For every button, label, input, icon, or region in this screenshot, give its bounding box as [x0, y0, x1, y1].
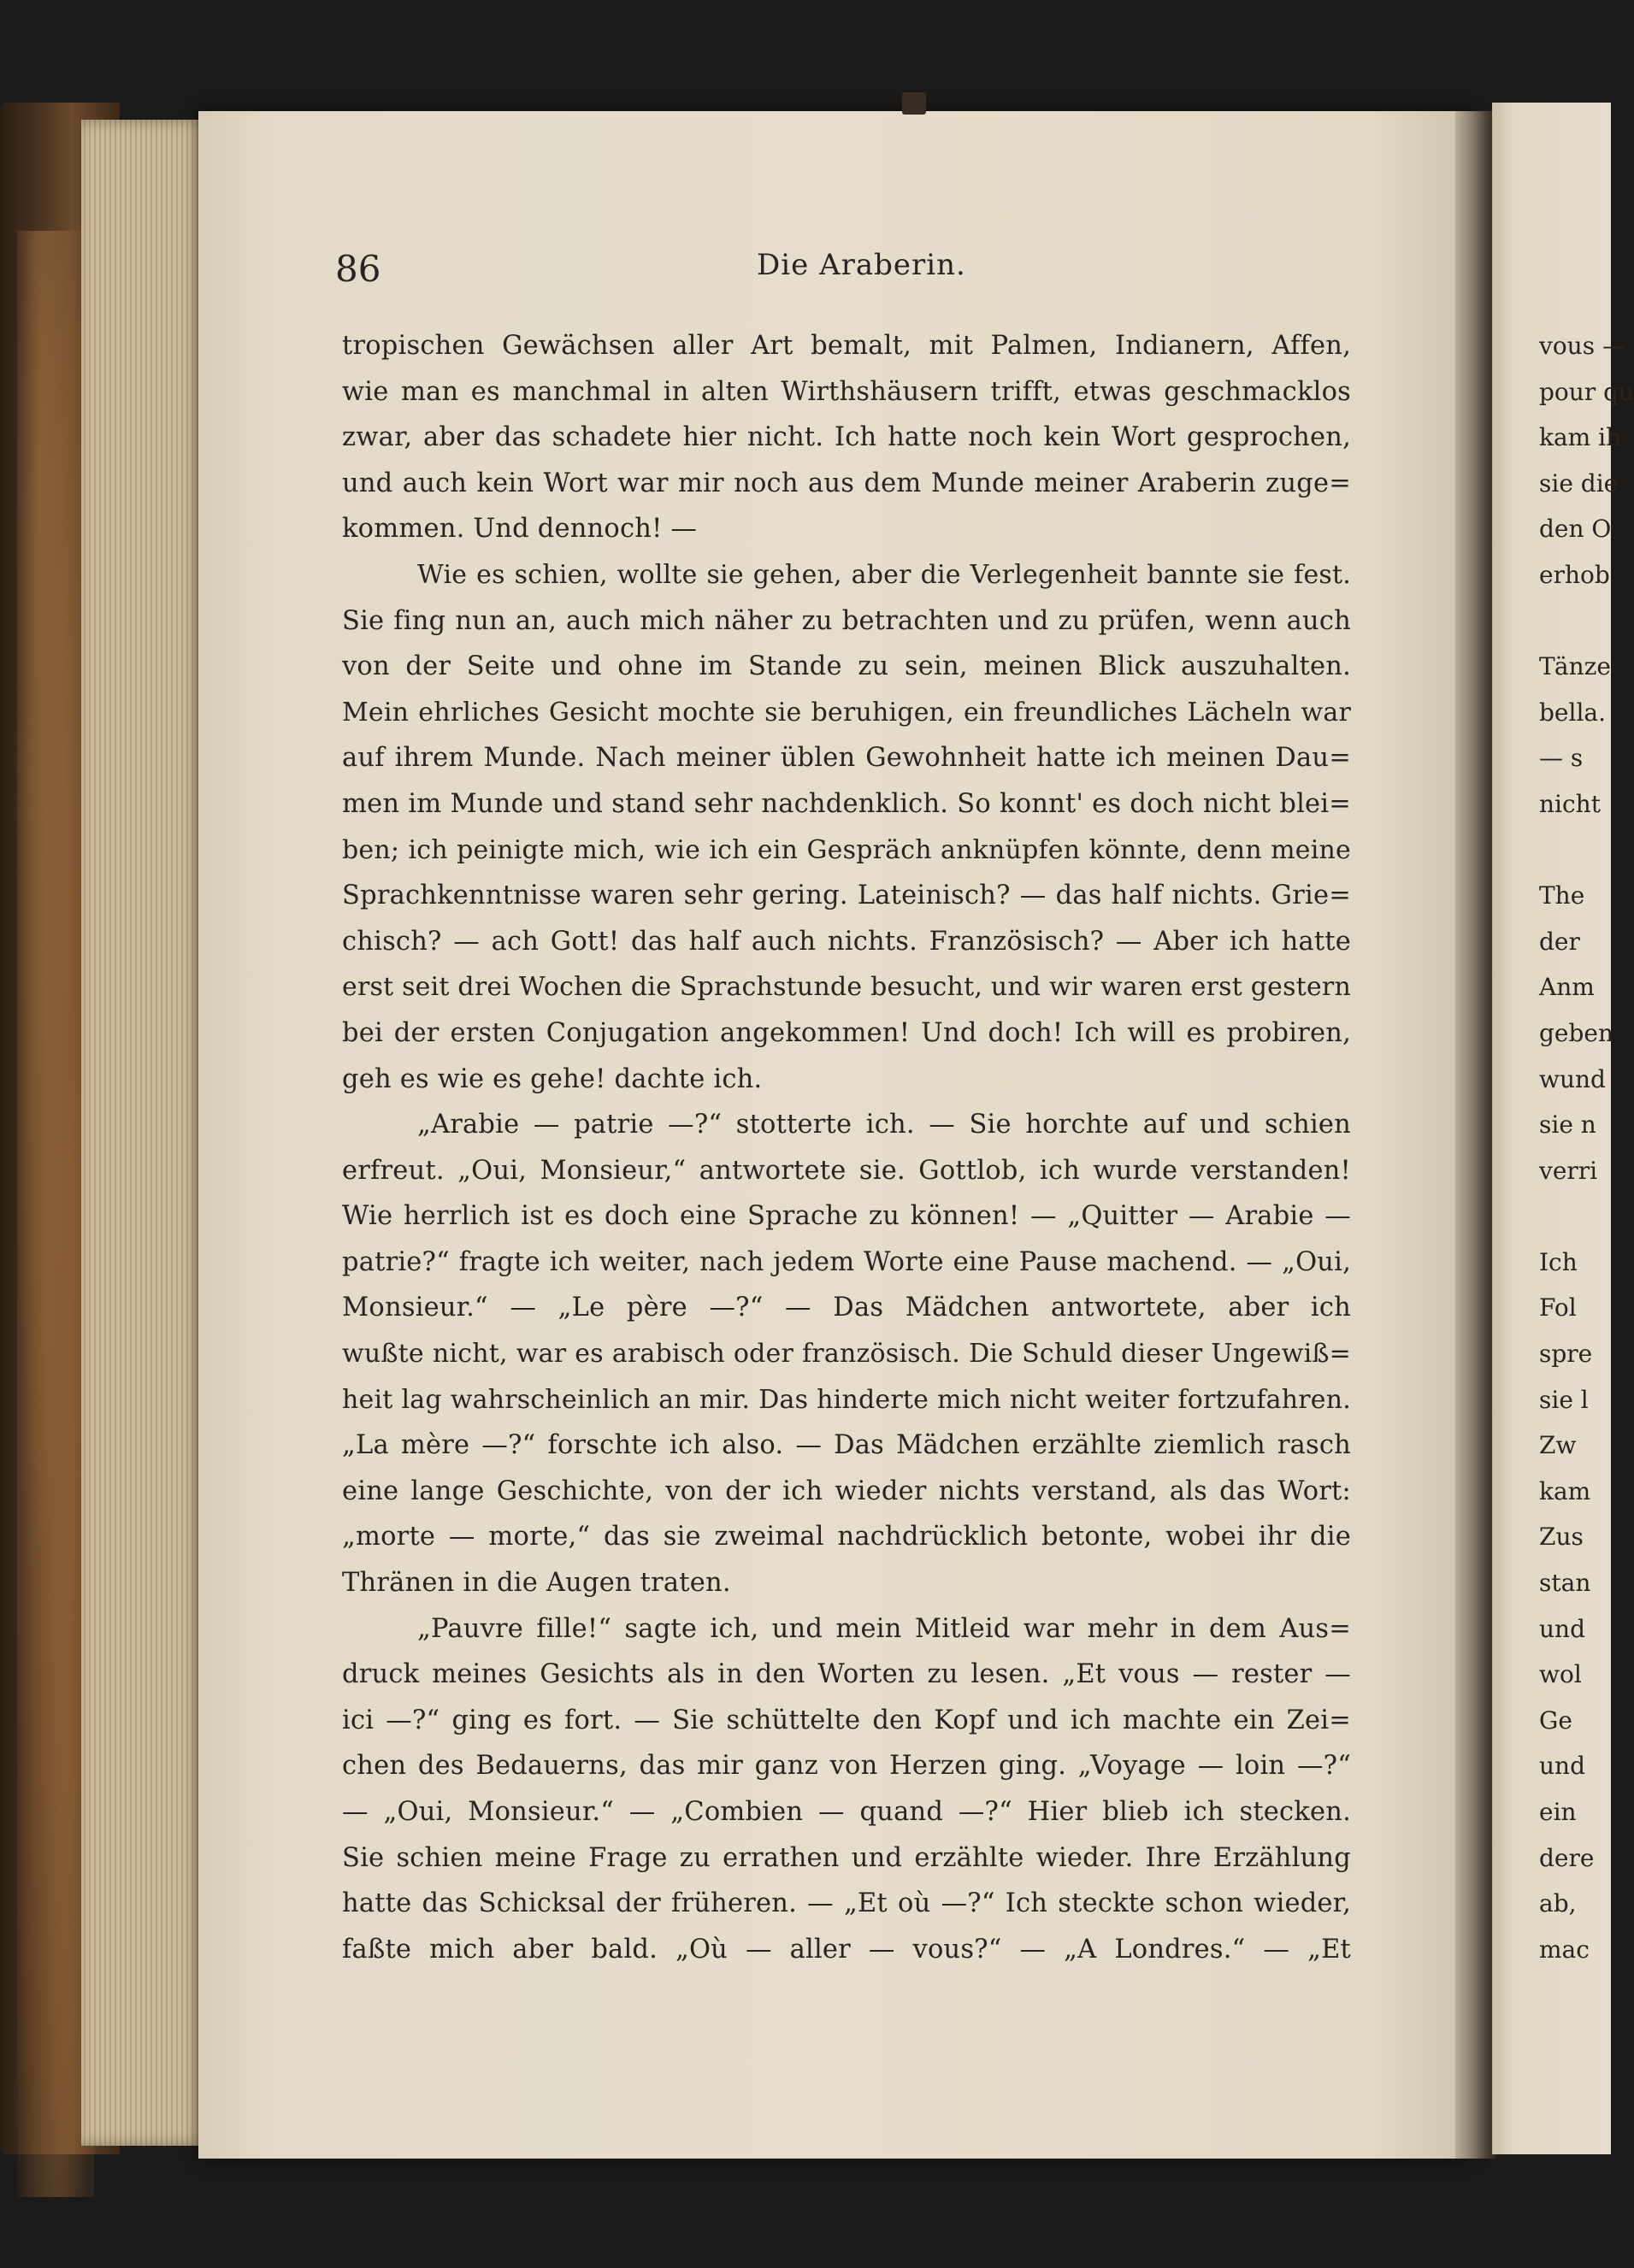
facing-line: wund — [1539, 1064, 1606, 1093]
facing-line: nicht — [1539, 789, 1601, 818]
text-line: „Pauvre fille!“ sagte ich, und mein Mitleid war mehr in dem Aus= — [417, 1613, 1351, 1644]
facing-line: The — [1539, 881, 1585, 910]
running-title: Die Araberin. — [757, 248, 966, 282]
facing-line: — s — [1539, 744, 1584, 773]
text-line: und auch kein Wort war mir noch aus dem Munde meiner Araberin zuge= — [342, 468, 1351, 498]
text-line: chen des Bedauerns, das mir ganz von Herzen ging. „Voyage — loin —?“ — [342, 1751, 1351, 1782]
text-line: zwar, aber das schadete hier nicht. Ich hatte noch kein Wort gesprochen, — [342, 422, 1351, 453]
text-line: auf ihrem Munde. Nach meiner üblen Gewohnheit hatte ich meinen Dau= — [342, 743, 1351, 774]
text-line: hatte das Schicksal der früheren. — „Et où —?“ Ich steckte schon wieder, — [342, 1888, 1351, 1919]
text-line: ben; ich peinigte mich, wie ich ein Gespräch anknüpfen könnte, denn meine — [342, 834, 1351, 865]
text-line: Sie schien meine Frage zu errathen und erzählte wieder. Ihre Erzählung — [342, 1842, 1351, 1873]
facing-line: verri — [1539, 1156, 1598, 1185]
facing-page-text — [1539, 323, 1634, 1972]
facing-line: bella. — [1539, 698, 1606, 727]
facing-line: erhob — [1539, 560, 1610, 589]
text-line: „La mère —?“ forschte ich also. — Das Mädchen erzählte ziemlich rasch — [342, 1430, 1351, 1461]
text-line: Monsieur.“ — „Le père —?“ — Das Mädchen antwortete, aber ich — [342, 1293, 1351, 1323]
facing-line — [1539, 828, 1611, 874]
text-line: ici —?“ ging es fort. — Sie schüttelte den Kopf und ich machte ein Zei= — [342, 1705, 1351, 1735]
text-line: wie man es manchmal in alten Wirthshäusern trifft, etwas geschmacklos — [342, 376, 1351, 407]
text-line: Sprachkenntnisse waren sehr gering. Lateinisch? — das half nichts. Grie= — [342, 881, 1351, 911]
text-line: eine lange Geschichte, von der ich wieder nichts verstand, als das Wort: — [342, 1476, 1351, 1506]
facing-line: Anm — [1539, 973, 1595, 1002]
facing-line: kam ih — [1539, 423, 1622, 452]
page-number: 86 — [335, 248, 381, 290]
text-line: patrie?“ fragte ich weiter, nach jedem Worte eine Pause machend. — „Oui, — [342, 1246, 1351, 1277]
facing-line: kam — [1539, 1476, 1591, 1505]
facing-line: pour qu — [1539, 377, 1634, 406]
text-line: Wie es schien, wollte sie gehen, aber die Verlegenheit bannte sie fest. — [417, 559, 1351, 590]
facing-line: Ge — [1539, 1705, 1572, 1735]
facing-line: Zw — [1539, 1431, 1577, 1460]
facing-line: stan — [1539, 1569, 1591, 1598]
facing-line: sie n — [1539, 1110, 1596, 1140]
text-line: men im Munde und stand sehr nachdenklich. So konnt' es doch nicht blei= — [342, 788, 1351, 819]
facing-line: den O — [1539, 515, 1612, 544]
facing-line — [1539, 1193, 1611, 1240]
text-line: Mein ehrliches Gesicht mochte sie beruhigen, ein freundliches Lächeln war — [342, 697, 1351, 728]
page-edges — [81, 120, 209, 2146]
text-line: „Arabie — patrie —?“ stotterte ich. — Sie horchte auf und schien — [417, 1110, 1351, 1140]
facing-line: ein — [1539, 1798, 1577, 1826]
text-line: geh es wie es gehe! dachte ich. — [342, 1063, 763, 1094]
facing-line: dere — [1539, 1843, 1595, 1872]
text-line: tropischen Gewächsen aller Art bemalt, mit Palmen, Indianern, Affen, — [342, 331, 1351, 361]
text-line: „morte — morte,“ das sie zweimal nachdrücklich betonte, wobei ihr die — [342, 1522, 1351, 1552]
facing-line: vous — — [1539, 332, 1626, 360]
facing-line: Ich — [1539, 1247, 1578, 1276]
facing-line: sie l — [1539, 1385, 1589, 1414]
text-line: Thränen in die Augen traten. — [342, 1568, 731, 1599]
facing-line: der — [1539, 927, 1580, 956]
text-line: Wie herrlich ist es doch eine Sprache zu können! — „Quitter — Arabie — — [342, 1201, 1351, 1232]
facing-line: Fol — [1539, 1293, 1577, 1323]
text-line: heit lag wahrscheinlich an mir. Das hinderte mich nicht weiter fortzufahren. — [342, 1384, 1351, 1415]
text-line: von der Seite und ohne im Stande zu sein, meinen Blick auszuhalten. — [342, 651, 1351, 682]
text-line: wußte nicht, war es arabisch oder französisch. Die Schuld dieser Ungewiß= — [342, 1339, 1351, 1370]
facing-line: ab, — [1539, 1889, 1577, 1918]
facing-line — [1539, 598, 1611, 645]
facing-line: mac — [1539, 1935, 1590, 1964]
text-line: faßte mich aber bald. „Où — aller — vous?“ — „A Londres.“ — „Et — [342, 1934, 1351, 1965]
text-line: chisch? — ach Gott! das half auch nichts. Französisch? — Aber ich hatte — [342, 926, 1351, 957]
text-line: erfreut. „Oui, Monsieur,“ antwortete sie. Gottlob, ich wurde verstanden! — [342, 1155, 1351, 1186]
facing-line: und — [1539, 1752, 1585, 1781]
book-gutter — [1455, 111, 1496, 2159]
text-line: erst seit drei Wochen die Sprachstunde besucht, und wir waren erst gestern — [342, 972, 1351, 1003]
text-line: bei der ersten Conjugation angekommen! Und doch! Ich will es probiren, — [342, 1017, 1351, 1048]
facing-line: Zus — [1539, 1523, 1584, 1552]
text-line: druck meines Gesichts als in den Worten zu lesen. „Et vous — rester — — [342, 1659, 1351, 1690]
facing-line: sie die — [1539, 468, 1619, 498]
text-line: — „Oui, Monsieur.“ — „Combien — quand —?“ Hier blieb ich stecken. — [342, 1797, 1351, 1827]
facing-line: und — [1539, 1614, 1585, 1643]
facing-line: Tänze — [1539, 652, 1611, 681]
facing-line: spre — [1539, 1340, 1593, 1369]
text-line: Sie fing nun an, auch mich näher zu betrachten und zu prüfen, wenn auch — [342, 605, 1351, 636]
page-body — [342, 323, 1351, 1972]
bookmark-tab — [902, 92, 926, 115]
facing-line: geben — [1539, 1018, 1614, 1047]
text-line: kommen. Und dennoch! — — [342, 514, 698, 545]
facing-line: wol — [1539, 1660, 1582, 1689]
